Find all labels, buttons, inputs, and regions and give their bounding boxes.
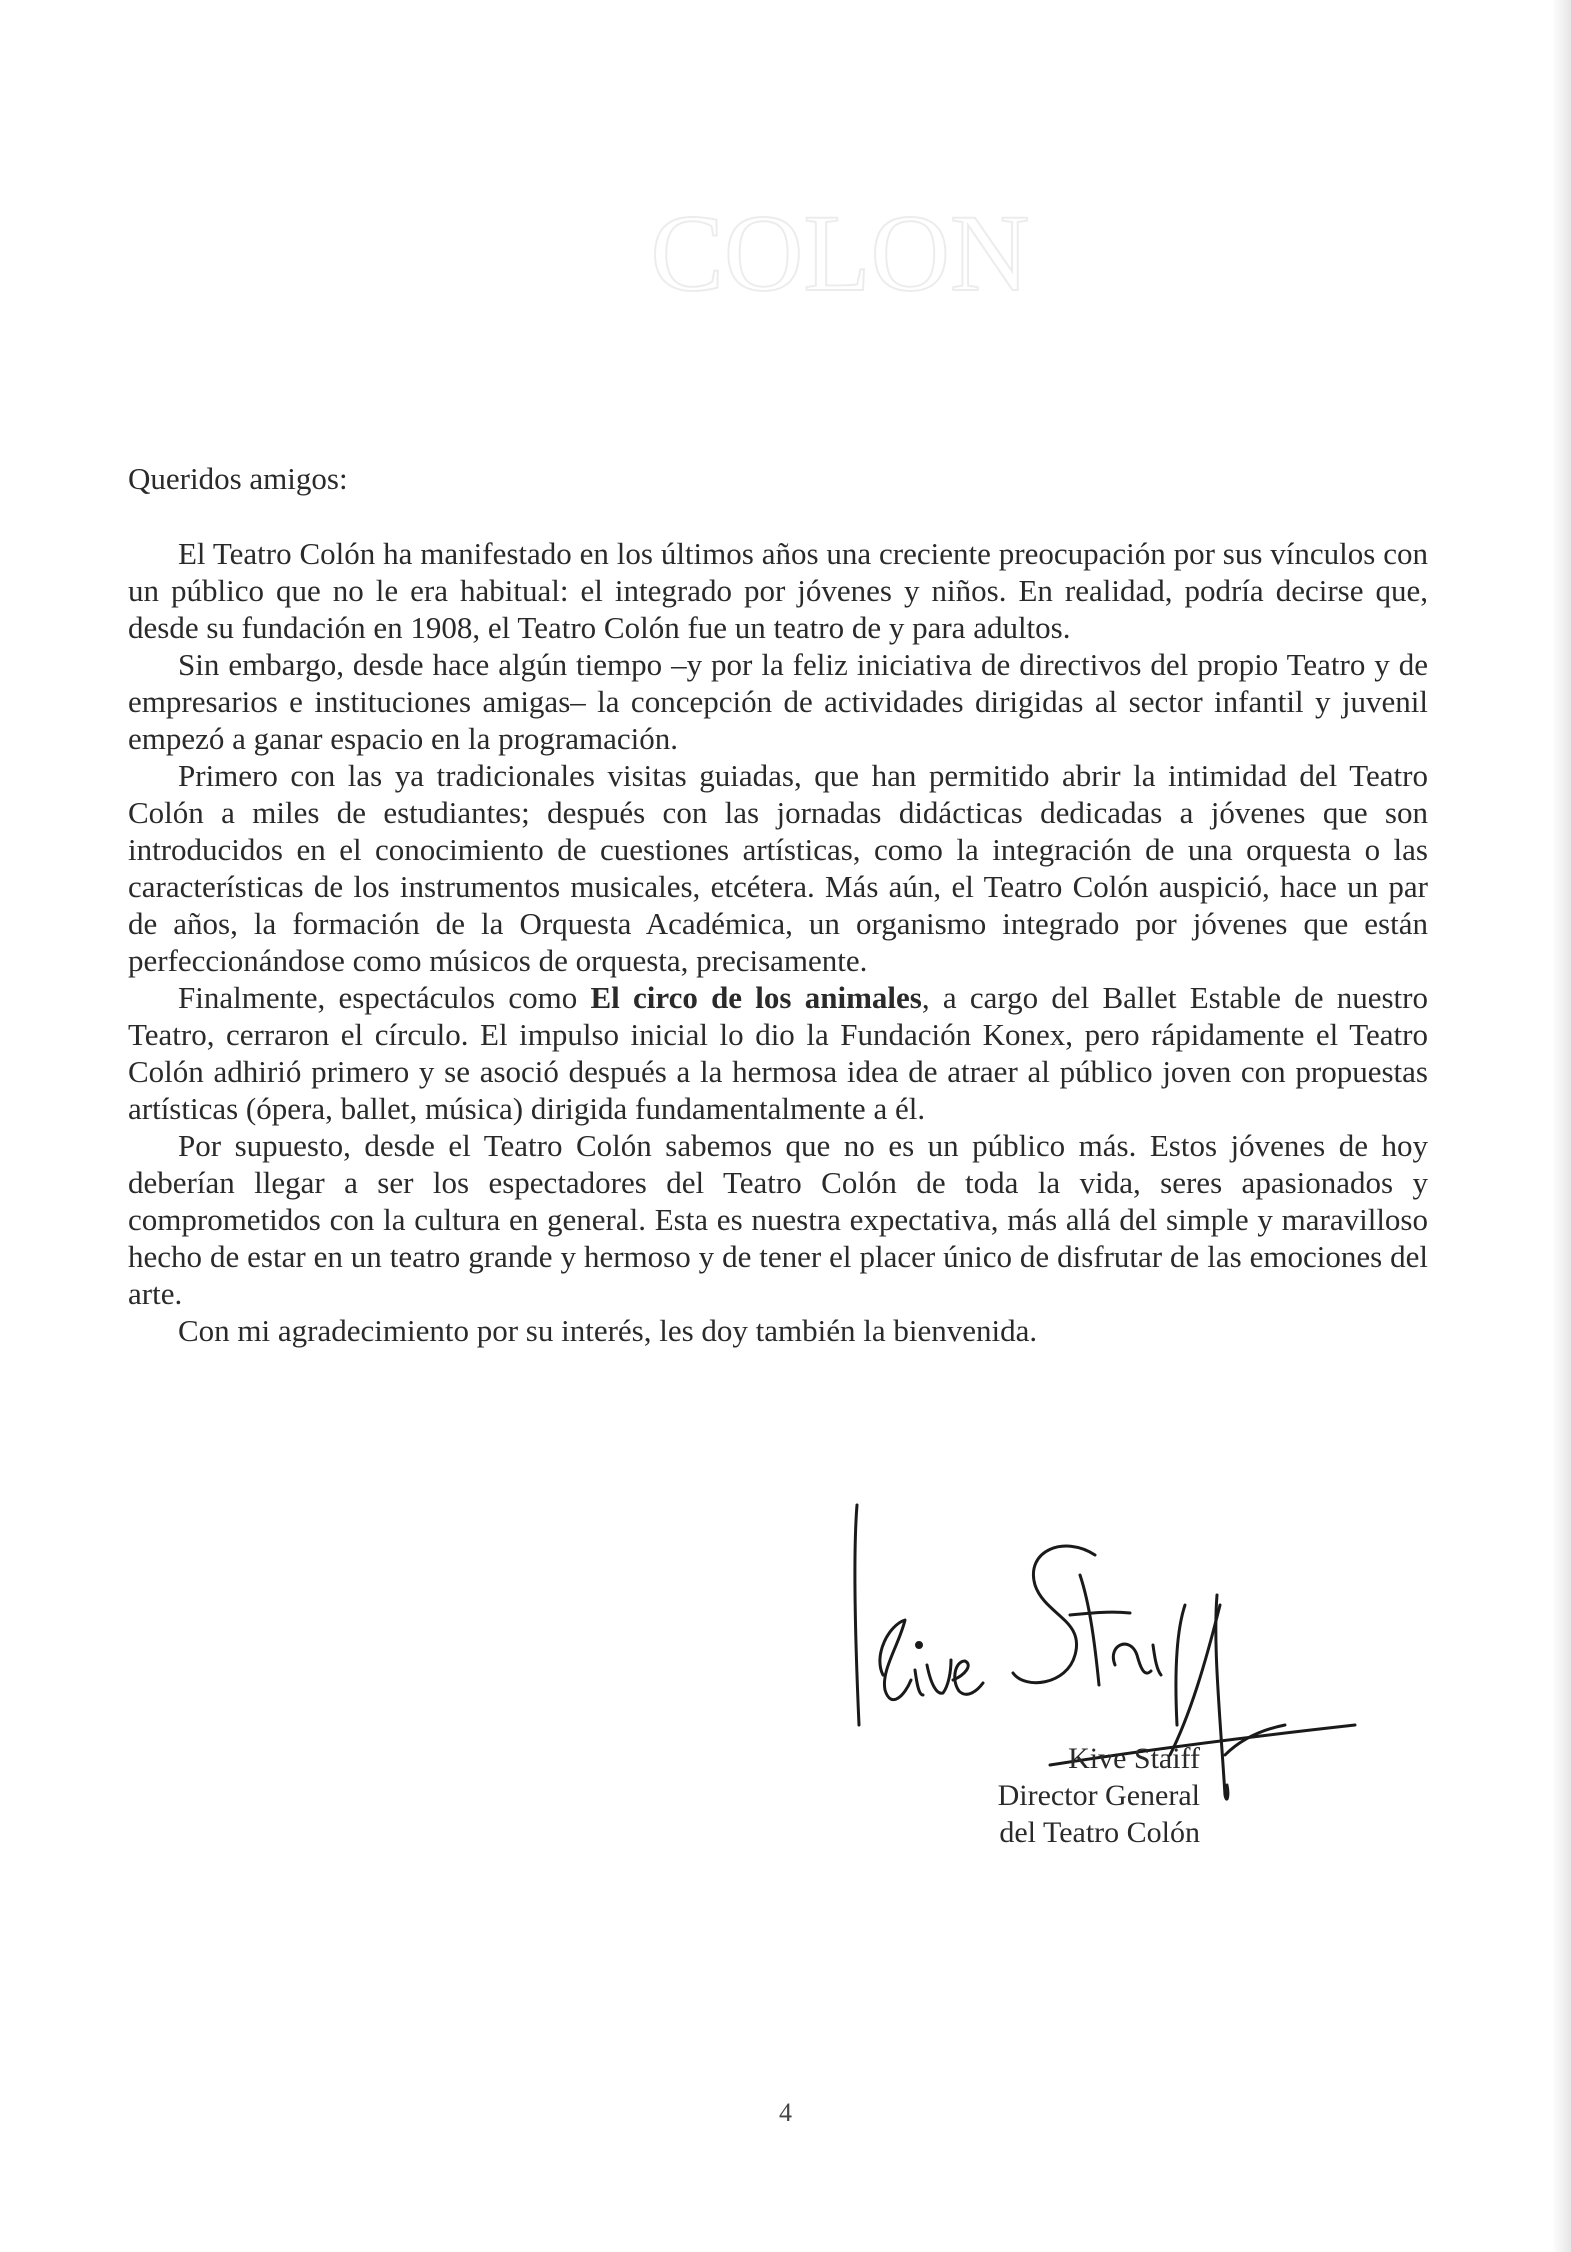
watermark-text: COLON [650,192,1030,314]
paragraph-6: Con mi agradecimiento por su interés, les doy también la bienvenida. [178,1313,1038,1348]
letter-body [128,460,1428,1349]
signer-name: Kive Staiff [1068,1742,1200,1775]
paragraph-4 [128,979,1428,1127]
signer-title: Director General [997,1779,1200,1812]
paragraph-4-intro: Finalmente, espectáculos como [178,980,591,1015]
signature-block [960,1740,1200,1851]
page-number: 4 [779,2098,792,2127]
show-title: El circo de los animales [590,980,922,1015]
page-edge-shadow [1553,0,1571,2252]
paragraph-5: Por supuesto, desde el Teatro Colón sabemos que no es un público más. Estos jóvenes de hoy deberían llegar a ser los espectadores del Teatro Colón de toda la vida, seres apasionados y comprometidos con la cultura en general. Esta es nuestra expectativa, más allá del simple y maravilloso hecho de estar en un teatro grande y hermoso y de tener el placer único de disfrutar de las emociones del arte. [128,1128,1428,1311]
paragraph-3: Primero con las ya tradicionales visitas guiadas, que han permitido abrir la intimidad del Teatro Colón a miles de estudiantes; después con las jornadas didácticas dedicadas a jóvenes que son introducidos en el conocimiento de cuestiones artísticas, como la integración de una orquesta o las características de los instrumentos musicales, etcétera. Más aún, el Teatro Colón auspició, hace un par de años, la formación de la Orquesta Académica, un organismo integrado por jóvenes que están perfeccionándose como músicos de orquesta, precisamente. [128,758,1428,978]
paragraph-4-rest: , a cargo del Ballet Estable de nuestro Teatro, cerraron el círculo. El impulso inicial lo dio la Fundación Konex, pero rápidamente el Teatro Colón adhirió primero y se asoció después a la hermosa idea de atraer al público joven con propuestas artísticas (ópera, ballet, música) dirigida fundamentalmente a él. [128,980,1428,1126]
paragraph-1: El Teatro Colón ha manifestado en los últimos años una creciente preocupación por sus vínculos con un público que no le era habitual: el integrado por jóvenes y niños. En realidad, podría decirse que, desde su fundación en 1908, el Teatro Colón fue un teatro de y para adultos. [128,536,1428,645]
watermark-logo [600,185,1080,315]
paragraph-2: Sin embargo, desde hace algún tiempo –y por la feliz iniciativa de directivos del propio Teatro y de empresarios e instituciones amigas– la concepción de actividades dirigidas al sector infantil y juvenil empezó a ganar espacio en la programación. [128,647,1428,756]
signer-organization: del Teatro Colón [999,1816,1200,1849]
salutation: Queridos amigos: [128,461,348,496]
